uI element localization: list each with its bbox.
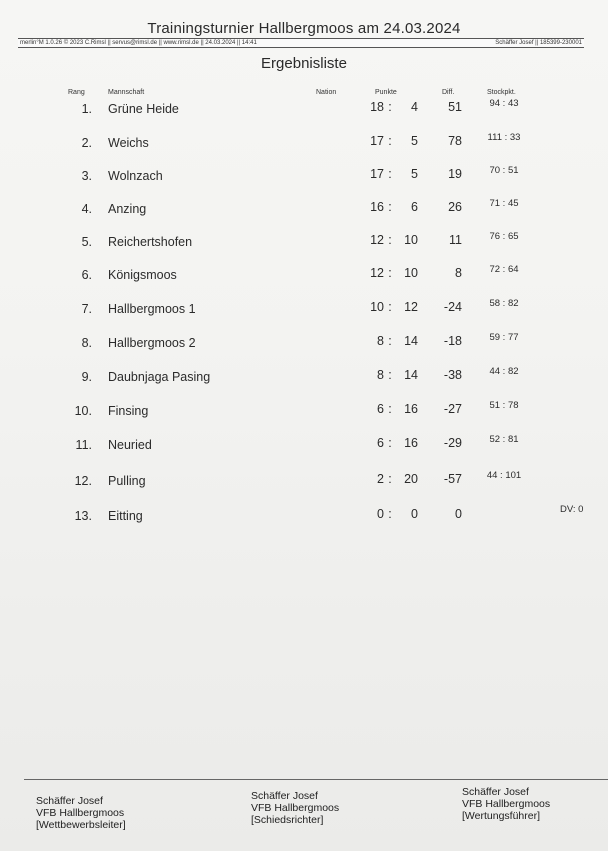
cell-diff: 78	[448, 134, 462, 148]
signature-name: Schäffer Josef	[251, 790, 318, 802]
cell-stock: 94 : 43	[489, 98, 519, 109]
cell-diff: 26	[448, 200, 462, 214]
signature-name: Schäffer Josef	[462, 786, 529, 798]
cell-pts-a: 8	[377, 334, 384, 348]
table-row	[0, 366, 608, 390]
table-row	[0, 98, 608, 122]
cell-pts-a: 17	[370, 134, 384, 148]
cell-team: Hallbergmoos 2	[108, 336, 196, 350]
cell-rank: 6.	[81, 268, 92, 282]
cell-pts-sep: :	[388, 100, 392, 114]
license-info: Schäffer Josef || 185399-230001	[495, 40, 582, 46]
signature-name: Schäffer Josef	[36, 795, 103, 807]
cell-stock: 76 : 65	[489, 231, 519, 242]
cell-extra: DV: 0	[560, 504, 584, 515]
cell-rank: 13.	[74, 509, 92, 523]
cell-pts-a: 12	[370, 266, 384, 280]
cell-pts-a: 8	[377, 368, 384, 382]
cell-team: Weichs	[108, 136, 149, 150]
cell-pts-sep: :	[388, 266, 392, 280]
cell-team: Anzing	[108, 202, 147, 216]
cell-rank: 4.	[81, 202, 92, 216]
header-rank: Rang	[68, 89, 85, 96]
cell-pts-b: 5	[411, 167, 418, 181]
header-stock: Stockpkt.	[487, 89, 516, 96]
cell-diff: 8	[455, 266, 462, 280]
cell-diff: -38	[443, 368, 462, 382]
header-nation: Nation	[316, 89, 337, 96]
table-row	[0, 198, 608, 222]
signature-club: VFB Hallbergmoos	[462, 798, 551, 810]
cell-team: Finsing	[108, 404, 149, 418]
cell-pts-sep: :	[388, 334, 392, 348]
cell-stock: 52 : 81	[489, 434, 519, 445]
cell-rank: 10.	[74, 404, 92, 418]
footer-divider	[24, 779, 608, 780]
cell-diff: -29	[443, 436, 462, 450]
cell-rank: 11.	[75, 438, 92, 452]
cell-diff: 19	[448, 167, 462, 181]
header-team: Mannschaft	[108, 89, 145, 96]
table-row	[0, 434, 608, 458]
cell-pts-sep: :	[388, 134, 392, 148]
signature-role: [Wertungsführer]	[462, 810, 541, 822]
cell-pts-sep: :	[388, 402, 392, 416]
table-row	[0, 470, 608, 494]
cell-pts-b: 16	[404, 402, 418, 416]
meta-bar	[18, 38, 584, 48]
table-row	[0, 165, 608, 189]
cell-stock: 72 : 64	[489, 264, 519, 275]
cell-stock: 111 : 33	[487, 132, 521, 143]
cell-rank: 9.	[81, 370, 92, 384]
cell-pts-sep: :	[388, 233, 392, 247]
cell-pts-a: 17	[370, 167, 384, 181]
list-title: Ergebnisliste	[261, 55, 347, 72]
cell-pts-b: 14	[404, 334, 418, 348]
cell-diff: -27	[443, 402, 462, 416]
table-row	[0, 332, 608, 356]
cell-pts-sep: :	[388, 472, 392, 486]
cell-pts-sep: :	[388, 300, 392, 314]
cell-team: Wolnzach	[108, 169, 163, 183]
cell-rank: 8.	[81, 336, 92, 350]
cell-stock: 58 : 82	[489, 298, 519, 309]
cell-stock: 51 : 78	[489, 400, 519, 411]
cell-team: Königsmoos	[108, 268, 177, 282]
cell-pts-b: 4	[411, 100, 418, 114]
cell-stock: 71 : 45	[489, 198, 519, 209]
cell-diff: -18	[443, 334, 462, 348]
cell-pts-b: 16	[404, 436, 418, 450]
cell-rank: 12.	[74, 474, 92, 488]
cell-pts-b: 10	[404, 233, 418, 247]
cell-diff: -24	[443, 300, 462, 314]
document-title: Trainingsturnier Hallbergmoos am 24.03.2024	[147, 20, 461, 37]
header-diff: Diff.	[442, 89, 455, 96]
cell-pts-sep: :	[388, 368, 392, 382]
cell-rank: 1.	[81, 102, 92, 116]
signature-role: [Schiedsrichter]	[251, 814, 324, 826]
cell-diff: 11	[449, 233, 462, 247]
cell-pts-b: 0	[411, 507, 418, 521]
cell-pts-a: 18	[370, 100, 384, 114]
cell-pts-b: 20	[404, 472, 418, 486]
cell-diff: 0	[455, 507, 462, 521]
software-info: merlin°M 1.0.26 © 2023 C.Rimsl || servus@rimsl.de || www.rimsl.de || 24.03.2024 || 14:41	[20, 40, 257, 46]
table-row	[0, 298, 608, 322]
cell-pts-b: 5	[411, 134, 418, 148]
table-row	[0, 504, 608, 529]
cell-pts-a: 10	[370, 300, 384, 314]
cell-pts-b: 12	[404, 300, 418, 314]
cell-diff: -57	[443, 472, 462, 486]
cell-pts-b: 14	[404, 368, 418, 382]
cell-rank: 2.	[81, 136, 92, 150]
cell-stock: 59 : 77	[489, 332, 519, 343]
cell-pts-a: 6	[377, 436, 384, 450]
table-row	[0, 231, 608, 255]
cell-rank: 5.	[81, 235, 92, 249]
cell-stock: 44 : 101	[486, 470, 522, 481]
signature-competition-leader	[36, 795, 126, 831]
cell-team: Grüne Heide	[108, 102, 179, 116]
signature-role: [Wettbewerbsleiter]	[36, 819, 126, 831]
header-points: Punkte	[375, 89, 397, 96]
cell-diff: 51	[448, 100, 462, 114]
cell-pts-b: 10	[404, 266, 418, 280]
cell-pts-a: 0	[377, 507, 384, 521]
signature-club: VFB Hallbergmoos	[251, 802, 340, 814]
cell-pts-b: 6	[411, 200, 418, 214]
signature-scorekeeper	[462, 786, 550, 822]
cell-rank: 7.	[81, 302, 92, 316]
cell-pts-sep: :	[388, 200, 392, 214]
signature-club: VFB Hallbergmoos	[36, 807, 125, 819]
table-row	[0, 264, 608, 288]
cell-pts-sep: :	[388, 507, 392, 521]
cell-team: Hallbergmoos 1	[108, 302, 196, 316]
cell-pts-sep: :	[388, 167, 392, 181]
cell-team: Neuried	[108, 438, 152, 452]
cell-team: Eitting	[108, 509, 143, 523]
cell-stock: 70 : 51	[489, 165, 519, 176]
cell-team: Daubnjaga Pasing	[108, 370, 211, 384]
cell-pts-a: 12	[370, 233, 384, 247]
cell-pts-sep: :	[388, 436, 392, 450]
cell-stock: 44 : 82	[489, 366, 519, 377]
cell-pts-a: 2	[377, 472, 384, 486]
table-row	[0, 400, 608, 424]
cell-team: Reichertshofen	[108, 235, 193, 249]
table-row	[0, 132, 608, 156]
cell-team: Pulling	[108, 474, 146, 488]
cell-pts-a: 6	[377, 402, 384, 416]
cell-rank: 3.	[81, 169, 92, 183]
signature-referee	[251, 790, 339, 826]
cell-pts-a: 16	[370, 200, 384, 214]
